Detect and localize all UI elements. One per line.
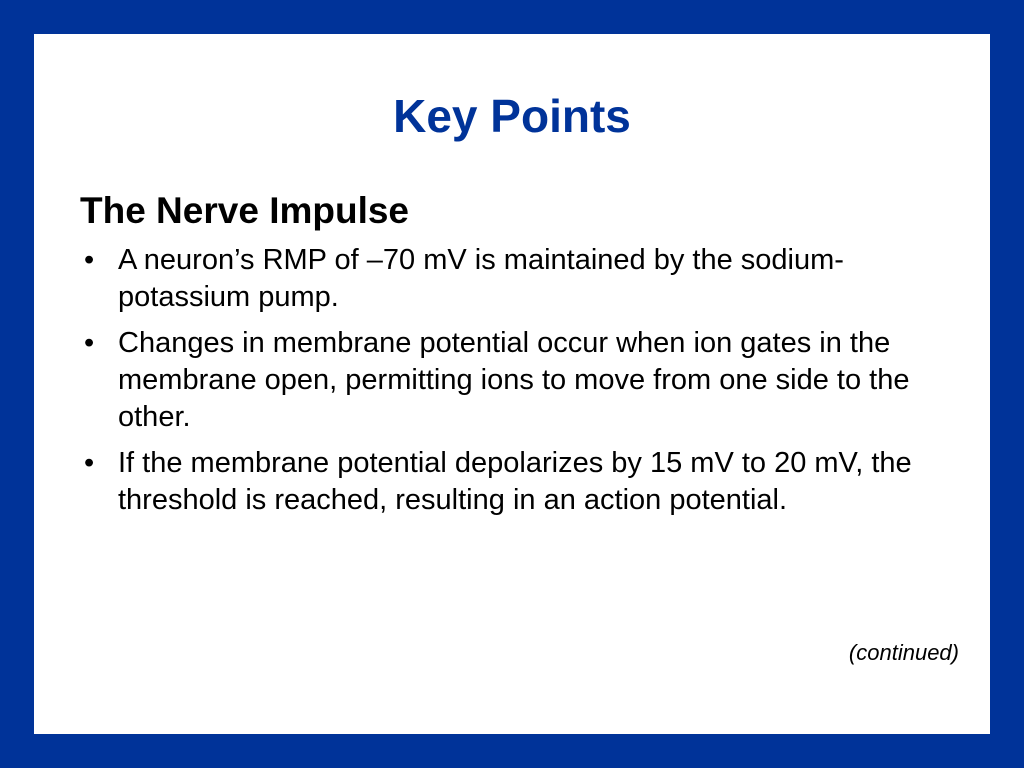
continued-note: (continued)	[848, 640, 959, 665]
slide-title: Key Points	[393, 90, 631, 142]
bullet-item-threshold	[80, 445, 960, 519]
bullet-item-rmp	[80, 242, 960, 316]
bullet-item-ion-gates	[80, 325, 960, 436]
bullet-text: Changes in membrane potential occur when ion gates in the membrane open, permitting ions to move from one side to the other.	[118, 327, 910, 433]
section-heading: The Nerve Impulse	[80, 190, 410, 231]
bullet-dot-icon: •	[84, 447, 95, 479]
bullet-text: If the membrane potential depolarizes by 15 mV to 20 mV, the threshold is reached, resulting in an action potential.	[118, 447, 912, 516]
bullet-list	[80, 242, 960, 528]
bullet-dot-icon: •	[84, 327, 95, 359]
bullet-dot-icon: •	[84, 244, 95, 276]
bullet-text: A neuron’s RMP of –70 mV is maintained by the sodium-potassium pump.	[118, 244, 844, 313]
